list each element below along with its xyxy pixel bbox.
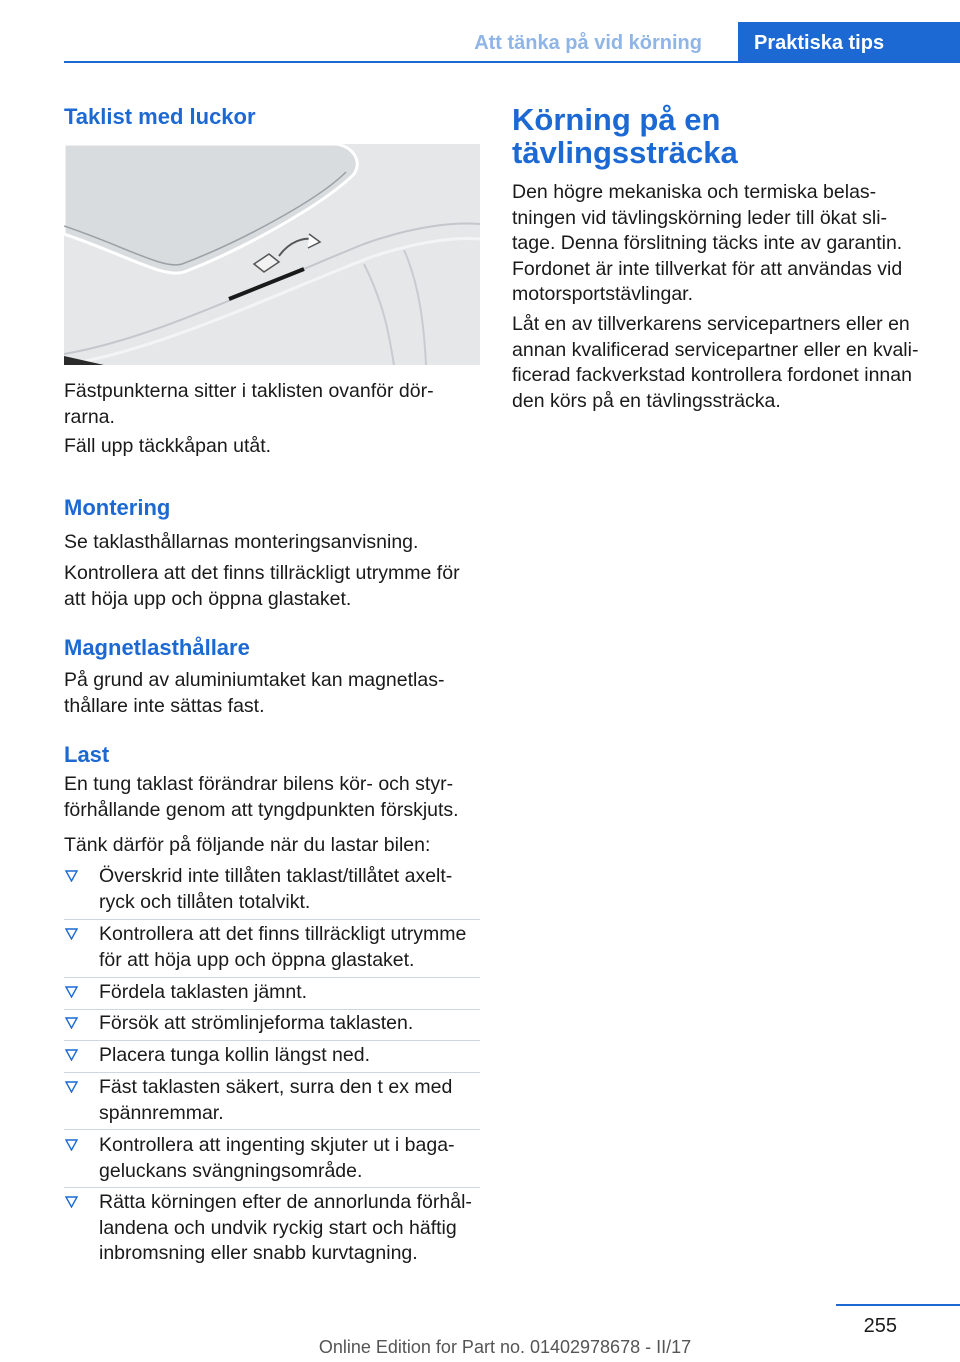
- list-item-text: Överskrid inte tillåten taklast/tillåtet axelt- ryck och tillåten totalvikt.: [99, 865, 453, 913]
- heading-magnetlasthallare: Magnetlasthållare: [64, 635, 250, 660]
- triangle-bullet-icon: [65, 927, 78, 940]
- race-track-text-2: Låt en av tillverkarens servicepartners eller en annan kvalificerad servicepartner eller en kvali- ficerad fackverkstad kontrollera fordonet innan den körs på en tävlingssträcka.: [512, 313, 919, 412]
- figure-caption-2: Fäll upp täckkåpan utåt.: [64, 435, 272, 457]
- list-divider: [64, 1187, 480, 1188]
- list-item-text: Kontrollera att ingenting skjuter ut i baga- geluckans svängningsområde.: [99, 1134, 455, 1182]
- triangle-bullet-icon: [65, 1195, 78, 1208]
- list-divider: [64, 1040, 480, 1041]
- triangle-bullet-icon: [65, 869, 78, 882]
- heading-last: Last: [64, 742, 110, 767]
- list-item-text: Rätta körningen efter de annorlunda förhål- landena och undvik ryckig start och häftig inbromsning eller snabb kurvtagning.: [99, 1191, 472, 1264]
- race-track-text-1: Den högre mekaniska och termiska belas- tningen vid tävlingskörning leder till ökat sli- tage. Denna förslitning täcks inte av garantin. Fordonet är inte tillverkat för att användas vid motorsportstävlingar.: [512, 181, 903, 305]
- header-rule: [64, 61, 960, 63]
- list-item-text: Placera tunga kollin längst ned.: [99, 1044, 371, 1066]
- triangle-bullet-icon: [65, 1048, 78, 1061]
- last-text-1: En tung taklast förändrar bilens kör- och styr- förhållande genom att tyngdpunkten förskjuts.: [64, 773, 459, 821]
- header-section-title: Att tänka på vid körning: [474, 32, 702, 54]
- header-chapter-tab: Praktiska tips: [738, 22, 960, 63]
- montering-text-1: Se taklasthållarnas monteringsanvisning.: [64, 531, 419, 553]
- footer-rule: [836, 1304, 960, 1306]
- magnet-text-1: På grund av aluminiumtaket kan magnetlas- thållare inte sättas fast.: [64, 669, 445, 717]
- roof-rail-figure: [64, 144, 480, 365]
- triangle-bullet-icon: [65, 1016, 78, 1029]
- list-divider: [64, 977, 480, 978]
- heading-race-track: Körning på en tävlingssträcka: [512, 102, 738, 170]
- montering-text-2: Kontrollera att det finns tillräckligt utrymme för att höja upp och öppna glastaket.: [64, 562, 460, 610]
- roof-rail-illustration: [64, 144, 480, 365]
- edition-footer: Online Edition for Part no. 01402978678 - II/17: [318, 1337, 692, 1357]
- section-title-roof-rail: Taklist med luckor: [64, 104, 256, 129]
- heading-montering: Montering: [64, 495, 171, 520]
- last-text-2: Tänk därför på följande när du lastar bilen:: [64, 834, 431, 856]
- list-item-text: Fäst taklasten säkert, surra den t ex med spännremmar.: [99, 1076, 453, 1124]
- triangle-bullet-icon: [65, 985, 78, 998]
- list-divider: [64, 1072, 480, 1073]
- page-number: 255: [863, 1315, 897, 1337]
- triangle-bullet-icon: [65, 1138, 78, 1151]
- list-divider: [64, 1009, 480, 1010]
- triangle-bullet-icon: [65, 1080, 78, 1093]
- list-divider: [64, 919, 480, 920]
- list-item-text: Fördela taklasten jämnt.: [99, 981, 308, 1003]
- list-item-text: Försök att strömlinjeforma taklasten.: [99, 1012, 414, 1034]
- list-item-text: Kontrollera att det finns tillräckligt utrymme för att höja upp och öppna glastaket.: [99, 923, 467, 971]
- list-divider: [64, 1129, 480, 1130]
- figure-caption-1: Fästpunkterna sitter i taklisten ovanför dör- rarna.: [64, 380, 434, 428]
